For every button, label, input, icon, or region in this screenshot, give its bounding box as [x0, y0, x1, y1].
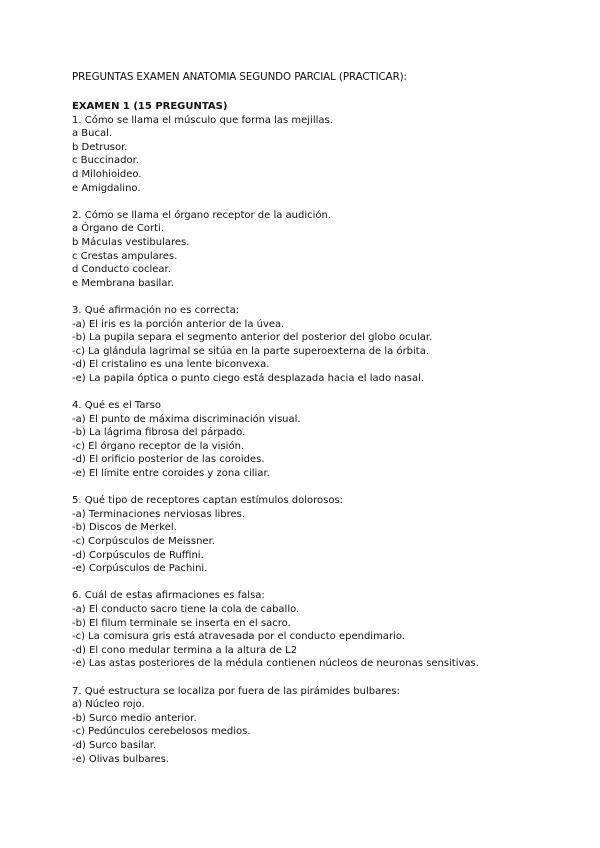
answer-option: -b) El filum terminale se inserta en el sacro. [72, 617, 291, 629]
answer-option: c Crestas ampulares. [72, 250, 178, 262]
answer-option: -b) La pupila separa el segmento anterior del posterior del globo ocular. [72, 332, 433, 344]
answer-option: a Órgano de Corti. [72, 223, 164, 235]
answer-option: -e) Las astas posteriores de la médula contienen núcleos de neuronas sensitivas. [72, 658, 479, 670]
option-list [72, 698, 540, 766]
option-list [72, 603, 540, 671]
answer-option: a Bucal. [72, 128, 113, 140]
answer-option: b Máculas vestibulares. [72, 236, 190, 248]
answer-option: d Conducto coclear. [72, 264, 171, 276]
question-6 [72, 589, 540, 671]
question-3 [72, 304, 540, 386]
question-2 [72, 209, 540, 291]
answer-option: -c) Pedúnculos cerebelosos medios. [72, 726, 251, 738]
question-list [72, 114, 540, 767]
question-text: 3. Qué afirmación no es correcta: [72, 304, 240, 316]
answer-option: b Detrusor. [72, 141, 128, 153]
answer-option: -e) Corpúsculos de Pachini. [72, 563, 208, 575]
answer-option: e Membrana basilar. [72, 277, 174, 289]
question-4 [72, 399, 540, 481]
answer-option: -d) El orificio posterior de las coroides. [72, 454, 265, 466]
option-list [72, 413, 540, 481]
option-list [72, 127, 540, 195]
option-list [72, 508, 540, 576]
answer-option: -c) La glándula lagrimal se sitúa en la parte superoexterna de la órbita. [72, 345, 430, 357]
answer-option: d Milohioideo. [72, 168, 142, 180]
answer-option: -d) Corpúsculos de Ruffini. [72, 549, 204, 561]
question-text: 2. Cómo se llama el órgano receptor de la audición. [72, 209, 332, 221]
answer-option: e Amigdalino. [72, 182, 141, 194]
exam-heading: EXAMEN 1 (15 PREGUNTAS) [72, 101, 228, 112]
question-text: 6. Cuál de estas afirmaciones es falsa: [72, 590, 265, 602]
question-text: 4. Qué es el Tarso [72, 400, 161, 412]
answer-option: -d) Surco basilar. [72, 739, 157, 751]
question-1 [72, 114, 540, 196]
answer-option: -d) El cono medular termina a la altura de L2 [72, 644, 298, 656]
answer-option: -a) El conducto sacro tiene la cola de caballo. [72, 603, 300, 615]
answer-option: -c) Corpúsculos de Meissner. [72, 536, 215, 547]
answer-option: -b) Surco medio anterior. [72, 712, 197, 724]
answer-option: -a) El iris es la porción anterior de la úvea. [72, 318, 285, 330]
question-text: 7. Qué estructura se localiza por fuera de las pirámides bulbares: [72, 685, 400, 697]
answer-option: -a) Terminaciones nerviosas libres. [72, 508, 246, 520]
answer-option: -c) La comisura gris está atravesada por el conducto ependimario. [72, 631, 405, 643]
document-title: PREGUNTAS EXAMEN ANATOMIA SEGUNDO PARCIAL (PRACTICAR): [72, 71, 407, 83]
question-7 [72, 685, 540, 767]
answer-option: -a) El punto de máxima discriminación visual. [72, 413, 301, 425]
answer-option: -c) El órgano receptor de la visión. [72, 440, 245, 452]
question-text: 1. Cómo se llama el músculo que forma las mejillas. [72, 114, 333, 126]
answer-option: a) Núcleo rojo. [72, 699, 145, 711]
question-text: 5. Qué tipo de receptores captan estímulos dolorosos: [72, 495, 344, 507]
answer-option: c Buccinador. [72, 155, 139, 167]
option-list [72, 222, 540, 290]
answer-option: -e) La papila óptica o punto ciego está desplazada hacia el lado nasal. [72, 372, 425, 384]
answer-option: -e) Olivas bulbares. [72, 753, 170, 765]
answer-option: -b) La lágrima fibrosa del párpado. [72, 427, 246, 439]
answer-option: -d) El cristalino es una lente biconvexa. [72, 359, 270, 371]
question-5 [72, 494, 540, 576]
answer-option: -e) El límite entre coroides y zona ciliar. [72, 468, 270, 480]
answer-option: -b) Discos de Merkel. [72, 522, 177, 534]
option-list [72, 318, 540, 386]
